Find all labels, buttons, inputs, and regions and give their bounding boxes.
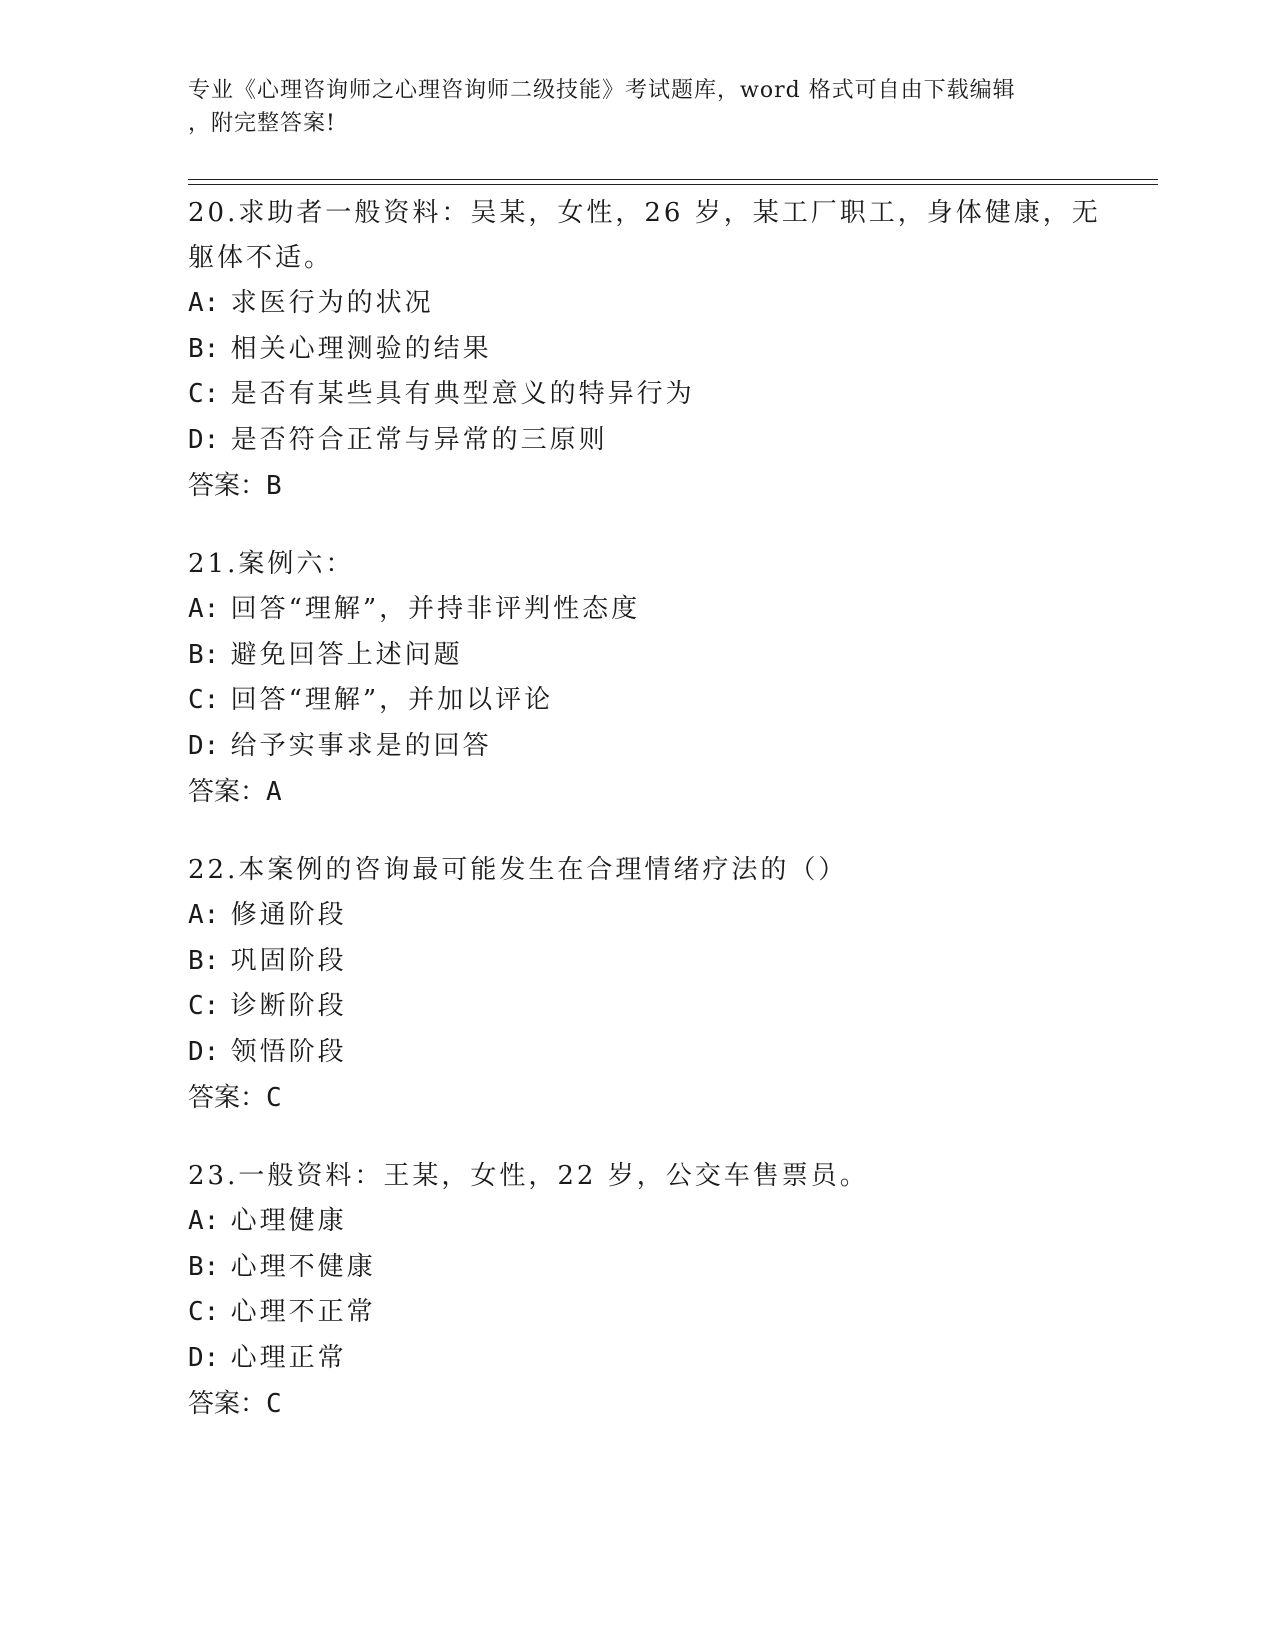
option-d — [188, 1030, 1108, 1076]
option-text: 回答“理解”，并持非评判性态度 — [230, 594, 641, 624]
option-letter: C: — [188, 991, 220, 1021]
answer-line — [188, 463, 1108, 509]
option-text: 回答“理解”，并加以评论 — [230, 685, 554, 715]
question-20 — [188, 191, 1108, 509]
answer-label: 答案： — [188, 471, 267, 501]
option-text: 是否有某些具有典型意义的特异行为 — [230, 379, 695, 409]
option-letter: C: — [188, 685, 220, 715]
option-text: 诊断阶段 — [230, 991, 347, 1021]
option-text: 是否符合正常与异常的三原则 — [230, 424, 608, 455]
document-header — [188, 74, 1088, 140]
question-stem-line: 躯体不适。 — [188, 243, 334, 273]
option-letter: D: — [188, 1036, 220, 1067]
question-23 — [188, 1154, 1108, 1427]
question-stem — [188, 1154, 1108, 1199]
header-subtitle-line: ，附完整答案! — [188, 111, 336, 136]
question-21 — [188, 542, 1108, 815]
answer-value: C — [266, 1083, 282, 1113]
option-letter: B: — [188, 1251, 220, 1282]
option-text: 避免回答上述问题 — [230, 639, 463, 670]
option-a — [188, 893, 1108, 939]
answer-value: B — [266, 471, 282, 501]
answer-label: 答案： — [188, 1389, 267, 1419]
question-stem — [188, 848, 1108, 893]
option-letter: D: — [188, 1342, 220, 1373]
option-b — [188, 1245, 1108, 1291]
option-text: 求医行为的状况 — [230, 288, 434, 318]
option-a — [188, 1199, 1108, 1245]
question-stem-line: 23.一般资料：王某，女性，22 岁，公交车售票员。 — [188, 1161, 869, 1191]
answer-value: C — [266, 1389, 282, 1419]
option-d — [188, 724, 1108, 770]
header-divider-top — [188, 179, 1158, 180]
option-text: 给予实事求是的回答 — [230, 730, 492, 761]
answer-value: A — [266, 777, 282, 807]
option-text: 相关心理测验的结果 — [230, 333, 492, 364]
option-text: 修通阶段 — [230, 900, 347, 930]
header-title-line: 专业《心理咨询师之心理咨询师二级技能》考试题库，word 格式可自由下载编辑 — [188, 78, 1016, 103]
option-letter: B: — [188, 945, 220, 976]
header-divider-bottom — [188, 184, 1158, 185]
option-letter: C: — [188, 1297, 220, 1327]
question-stem-line: 22.本案例的咨询最可能发生在合理情绪疗法的（） — [188, 855, 848, 885]
option-d — [188, 418, 1108, 464]
option-letter: C: — [188, 379, 220, 409]
answer-label: 答案： — [188, 777, 267, 807]
option-c — [188, 1290, 1108, 1336]
question-stem-line: 20.求助者一般资料：吴某，女性，26 岁，某工厂职工，身体健康，无 — [188, 198, 1101, 228]
option-c — [188, 984, 1108, 1030]
option-a — [188, 587, 1108, 633]
option-letter: D: — [188, 730, 220, 761]
option-text: 心理健康 — [230, 1206, 347, 1236]
question-stem — [188, 542, 1108, 587]
option-text: 心理不正常 — [230, 1297, 376, 1327]
option-letter: A: — [188, 900, 220, 930]
option-letter: D: — [188, 424, 220, 455]
question-list — [188, 191, 1108, 1460]
answer-label: 答案： — [188, 1083, 267, 1113]
option-letter: A: — [188, 288, 220, 318]
option-letter: B: — [188, 333, 220, 364]
option-letter: B: — [188, 639, 220, 670]
option-d — [188, 1336, 1108, 1382]
option-letter: A: — [188, 1206, 220, 1236]
question-22 — [188, 848, 1108, 1121]
option-b — [188, 633, 1108, 679]
answer-line — [188, 1075, 1108, 1121]
option-letter: A: — [188, 594, 220, 624]
option-text: 领悟阶段 — [230, 1036, 347, 1067]
answer-line — [188, 769, 1108, 815]
option-c — [188, 372, 1108, 418]
answer-line — [188, 1381, 1108, 1427]
option-text: 心理正常 — [230, 1342, 347, 1373]
option-b — [188, 327, 1108, 373]
question-stem — [188, 191, 1108, 281]
option-b — [188, 939, 1108, 985]
option-c — [188, 678, 1108, 724]
question-stem-line: 21.案例六： — [188, 549, 355, 579]
option-a — [188, 281, 1108, 327]
option-text: 心理不健康 — [230, 1251, 376, 1282]
option-text: 巩固阶段 — [230, 945, 347, 976]
